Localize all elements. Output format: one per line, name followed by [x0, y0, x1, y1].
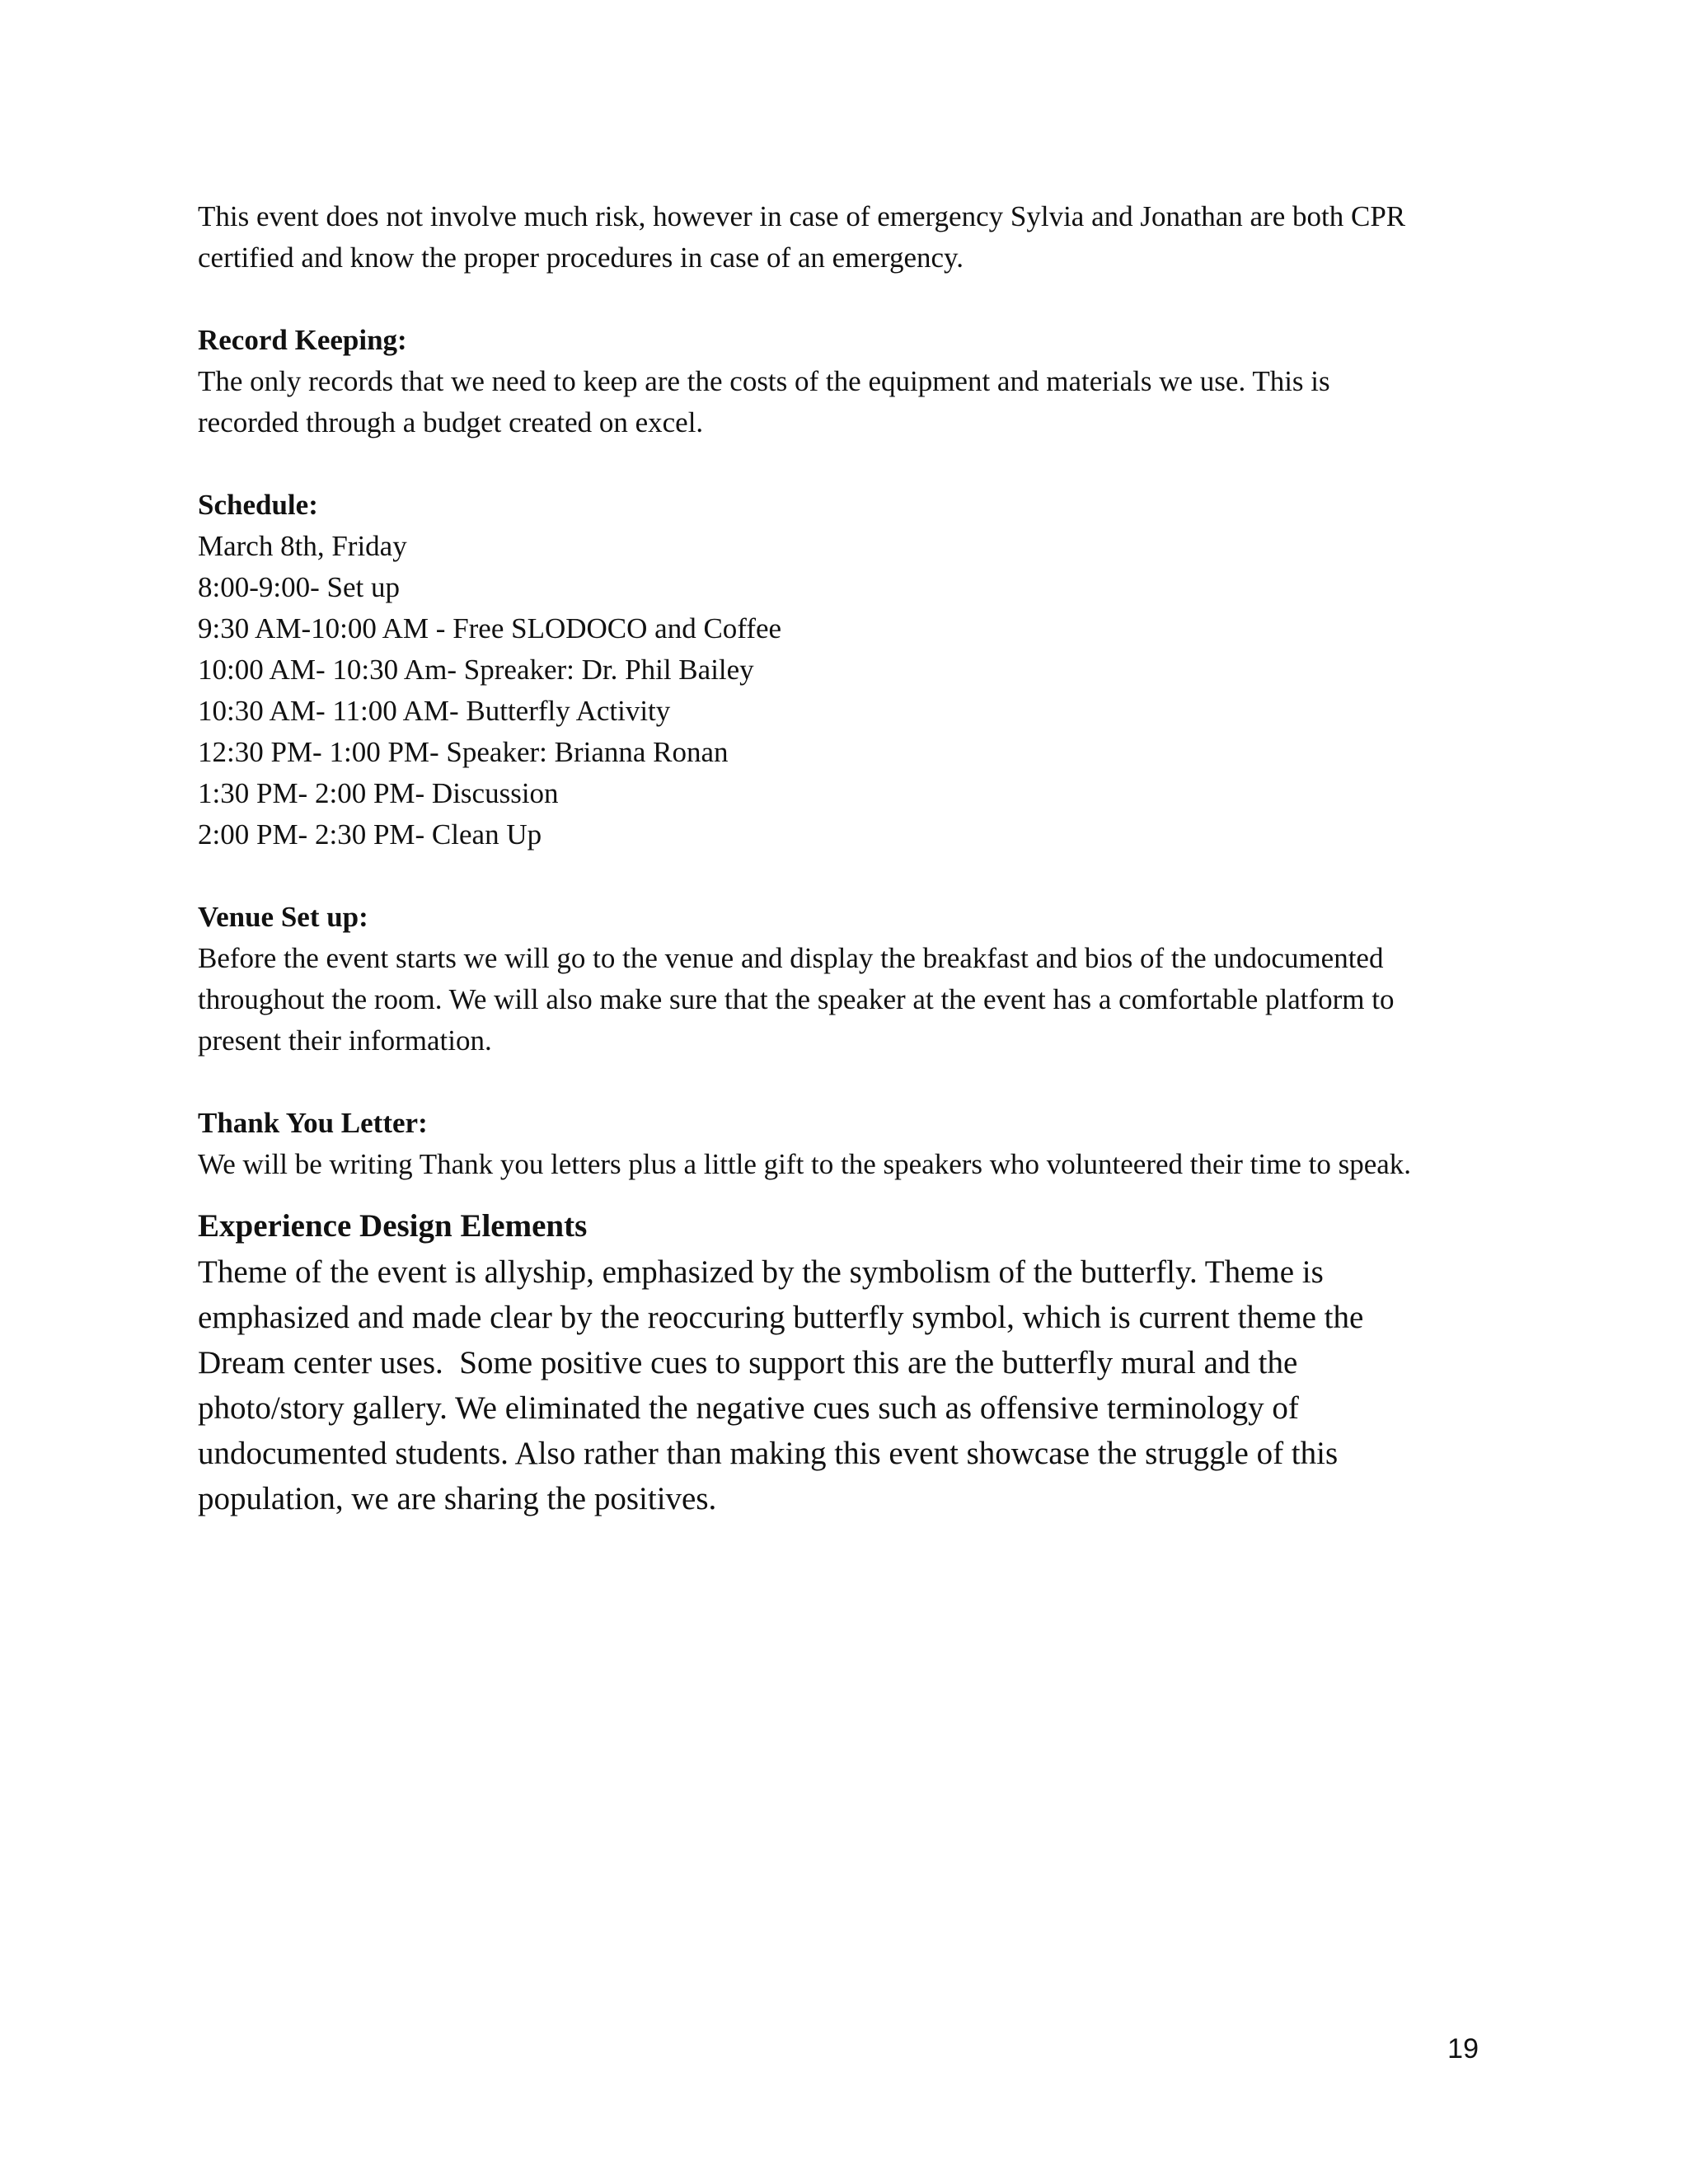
spacer: [198, 855, 1517, 897]
thank-you-letter-line: We will be writing Thank you letters plus a little gift to the speakers who volunteered their time to speak.: [198, 1148, 1412, 1180]
thank-you-letter-paragraph: [198, 1144, 1517, 1185]
schedule-list: [198, 526, 1517, 855]
experience-design-heading: Experience Design Elements: [198, 1208, 588, 1244]
record-keeping-heading: Record Keeping:: [198, 324, 407, 356]
document-body: [198, 196, 1517, 1521]
record-keeping-line: The only records that we need to keep are the costs of the equipment and materials we use. This is: [198, 365, 1330, 397]
intro-paragraph: [198, 196, 1517, 279]
spacer: [198, 443, 1517, 485]
schedule-item: March 8th, Friday: [198, 530, 407, 562]
venue-setup-heading: Venue Set up:: [198, 901, 368, 933]
schedule-heading: Schedule:: [198, 489, 318, 521]
experience-design-line: emphasized and made clear by the reoccuring butterfly symbol, which is current theme the: [198, 1300, 1364, 1335]
thank-you-letter-heading: Thank You Letter:: [198, 1107, 428, 1139]
schedule-item: 2:00 PM- 2:30 PM- Clean Up: [198, 818, 542, 851]
spacer: [198, 279, 1517, 320]
venue-setup-line: Before the event starts we will go to the venue and display the breakfast and bios of the undocumented: [198, 942, 1384, 974]
venue-setup-line: throughout the room. We will also make sure that the speaker at the event has a comfortable platform to: [198, 983, 1395, 1015]
venue-setup-line: present their information.: [198, 1024, 492, 1057]
experience-design-line: photo/story gallery. We eliminated the negative cues such as offensive terminology of: [198, 1390, 1299, 1426]
experience-design-line: Theme of the event is allyship, emphasized by the symbolism of the butterfly. Theme is: [198, 1254, 1324, 1290]
intro-line: certified and know the proper procedures in case of an emergency.: [198, 241, 964, 274]
experience-design-line: population, we are sharing the positives.: [198, 1481, 717, 1516]
schedule-item: 1:30 PM- 2:00 PM- Discussion: [198, 777, 559, 809]
experience-design-paragraph: [198, 1249, 1517, 1521]
intro-line: This event does not involve much risk, however in case of emergency Sylvia and Jonathan are both CPR: [198, 200, 1406, 232]
schedule-item: 9:30 AM-10:00 AM - Free SLODOCO and Coffee: [198, 612, 782, 644]
schedule-item: 8:00-9:00- Set up: [198, 571, 400, 603]
record-keeping-line: recorded through a budget created on excel.: [198, 406, 704, 438]
record-keeping-paragraph: [198, 361, 1517, 443]
schedule-item: 12:30 PM- 1:00 PM- Speaker: Brianna Ronan: [198, 736, 729, 768]
experience-design-line: undocumented students. Also rather than making this event showcase the struggle of this: [198, 1436, 1339, 1471]
schedule-item: 10:30 AM- 11:00 AM- Butterfly Activity: [198, 695, 671, 727]
venue-setup-paragraph: [198, 938, 1517, 1062]
experience-design-line: Dream center uses. Some positive cues to support this are the butterfly mural and the: [198, 1345, 1298, 1380]
schedule-item: 10:00 AM- 10:30 Am- Spreaker: Dr. Phil Bailey: [198, 654, 754, 686]
spacer: [198, 1062, 1517, 1103]
page-number: 19: [1447, 2033, 1479, 2064]
